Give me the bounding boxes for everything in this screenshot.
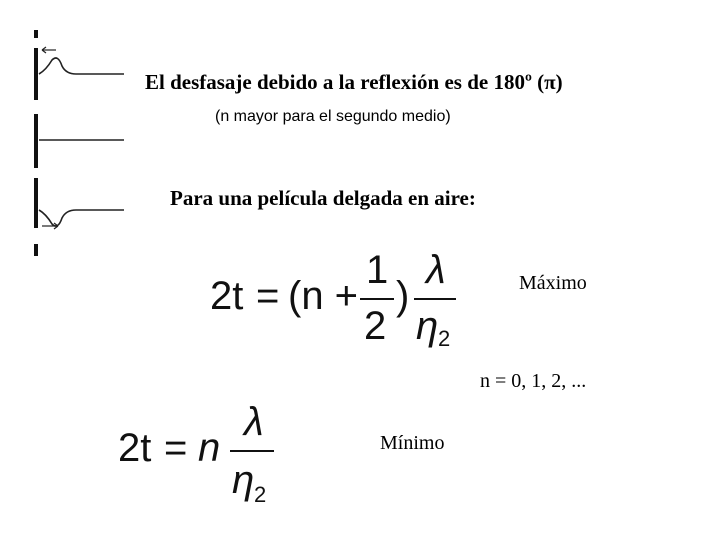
formula-max-frac-num: 1 (366, 248, 389, 292)
formula-max-eta-sub: 2 (438, 326, 451, 351)
wave-reflection-diagram-icon (28, 28, 130, 260)
thin-film-heading: Para una película delgada en aire: (170, 186, 476, 210)
formula-min-lhs: 2t (118, 426, 152, 470)
order-values: n = 0, 1, 2, ... (480, 370, 587, 392)
phase-shift-subtitle: (n mayor para el segundo medio) (215, 108, 451, 125)
formula-max-lambda: λ (426, 248, 446, 292)
formula-minimum (118, 402, 288, 512)
minimum-label: Mínimo (380, 432, 445, 454)
formula-min-lambda: λ (244, 400, 264, 444)
formula-min-eta-sub: 2 (254, 482, 267, 507)
formula-max-frac-den: 2 (364, 304, 387, 348)
formula-max-open: (n + (288, 274, 359, 318)
formula-min-equals: = (164, 426, 188, 470)
formula-min-n: n (198, 426, 221, 470)
formula-min-eta: η (232, 458, 255, 502)
formula-max-eta: η (416, 304, 439, 348)
formula-max-lhs: 2t (210, 274, 244, 318)
maximum-label: Máximo (519, 272, 587, 294)
formula-max-equals: = (256, 274, 280, 318)
phase-shift-title: El desfasaje debido a la reflexión es de 180º (π) (145, 70, 563, 94)
formula-maximum (210, 246, 470, 351)
formula-max-close: ) (396, 274, 410, 318)
